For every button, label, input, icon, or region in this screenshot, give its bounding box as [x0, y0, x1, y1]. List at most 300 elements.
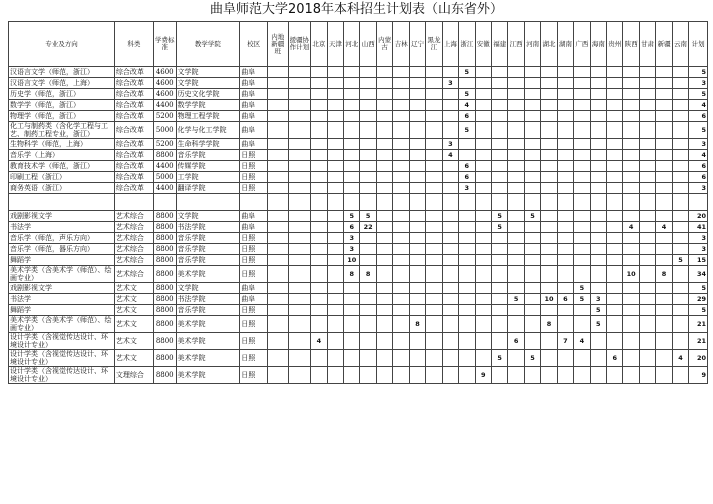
province-quota-cell	[360, 305, 376, 316]
province-quota-cell	[475, 222, 491, 233]
province-quota-cell	[393, 350, 409, 367]
province-quota-cell	[590, 100, 606, 111]
province-quota-cell	[623, 111, 639, 122]
province-quota-cell	[360, 233, 376, 244]
province-quota-cell	[623, 89, 639, 100]
province-quota-cell	[288, 305, 311, 316]
column-header: 科类	[114, 22, 153, 67]
province-quota-cell	[557, 283, 573, 294]
province-quota-cell	[327, 294, 343, 305]
province-quota-cell: 5	[524, 211, 540, 222]
province-quota-cell	[288, 122, 311, 139]
college-cell: 翻译学院	[176, 183, 240, 194]
table-row	[9, 172, 708, 183]
province-quota-cell	[393, 305, 409, 316]
province-quota-cell: 5	[672, 255, 688, 266]
province-quota-cell	[459, 350, 475, 367]
tuition-cell: 8800	[153, 305, 176, 316]
province-quota-cell	[288, 78, 311, 89]
province-quota-cell	[639, 305, 655, 316]
province-quota-cell	[508, 233, 524, 244]
province-quota-cell	[442, 316, 458, 333]
table-row	[9, 67, 708, 78]
province-quota-cell	[475, 150, 491, 161]
campus-cell: 日照	[240, 266, 268, 283]
major-cell: 音乐学（师范，声乐方向）	[9, 233, 115, 244]
plan-total-cell: 5	[689, 122, 708, 139]
province-quota-cell	[557, 172, 573, 183]
province-quota-cell	[475, 266, 491, 283]
province-quota-cell	[475, 233, 491, 244]
tuition-cell: 8800	[153, 367, 176, 384]
province-quota-cell	[639, 211, 655, 222]
province-quota-cell	[524, 305, 540, 316]
province-quota-cell	[623, 233, 639, 244]
province-quota-cell	[360, 367, 376, 384]
province-quota-cell	[524, 67, 540, 78]
enrollment-plan-table	[8, 21, 708, 384]
major-cell: 设计学类（含视觉传达设计、环境设计专业）	[9, 350, 115, 367]
province-quota-cell	[376, 67, 392, 78]
province-quota-cell	[393, 367, 409, 384]
province-quota-cell	[393, 222, 409, 233]
empty-cell	[240, 194, 268, 211]
plan-total-cell: 34	[689, 266, 708, 283]
page-title: 曲阜师范大学2018年本科招生计划表（山东省外）	[209, 2, 504, 17]
province-quota-cell	[508, 316, 524, 333]
province-quota-cell	[639, 183, 655, 194]
plan-total-cell: 29	[689, 294, 708, 305]
table-row	[9, 367, 708, 384]
province-quota-cell	[557, 139, 573, 150]
province-quota-cell	[574, 161, 590, 172]
province-quota-cell	[376, 222, 392, 233]
province-quota-cell	[639, 244, 655, 255]
province-quota-cell: 6	[459, 172, 475, 183]
province-quota-cell	[327, 266, 343, 283]
province-quota-cell	[393, 172, 409, 183]
province-quota-cell: 4	[311, 333, 327, 350]
tuition-cell: 8800	[153, 244, 176, 255]
province-quota-cell	[672, 333, 688, 350]
province-quota-cell	[524, 161, 540, 172]
province-quota-cell	[607, 172, 623, 183]
province-quota-cell: 3	[344, 244, 360, 255]
column-header: 河北	[344, 22, 360, 67]
province-quota-cell	[574, 111, 590, 122]
province-quota-cell	[376, 150, 392, 161]
province-quota-cell	[574, 266, 590, 283]
plan-total-cell: 41	[689, 222, 708, 233]
province-quota-cell	[590, 183, 606, 194]
province-quota-cell	[426, 211, 442, 222]
province-quota-cell	[344, 333, 360, 350]
province-quota-cell	[409, 139, 425, 150]
province-quota-cell	[327, 233, 343, 244]
province-quota-cell	[327, 150, 343, 161]
province-quota-cell	[311, 78, 327, 89]
province-quota-cell	[607, 211, 623, 222]
column-header: 新疆	[656, 22, 672, 67]
province-quota-cell	[442, 122, 458, 139]
province-quota-cell	[288, 183, 311, 194]
province-quota-cell	[376, 316, 392, 333]
major-cell: 音乐学（上海）	[9, 150, 115, 161]
province-quota-cell	[590, 150, 606, 161]
province-quota-cell	[557, 89, 573, 100]
column-header: 天津	[327, 22, 343, 67]
province-quota-cell	[327, 222, 343, 233]
province-quota-cell	[656, 255, 672, 266]
college-cell: 数学学院	[176, 100, 240, 111]
province-quota-cell: 4	[442, 150, 458, 161]
province-quota-cell	[475, 161, 491, 172]
province-quota-cell	[672, 305, 688, 316]
category-cell: 艺术综合	[114, 255, 153, 266]
province-quota-cell	[311, 222, 327, 233]
table-row	[9, 294, 708, 305]
campus-cell: 日照	[240, 172, 268, 183]
province-quota-cell: 5	[459, 122, 475, 139]
province-quota-cell	[524, 172, 540, 183]
province-quota-cell	[574, 89, 590, 100]
province-quota-cell	[268, 255, 289, 266]
tuition-cell: 8800	[153, 211, 176, 222]
college-cell: 音乐学院	[176, 150, 240, 161]
province-quota-cell	[590, 78, 606, 89]
province-quota-cell	[393, 255, 409, 266]
province-quota-cell	[426, 89, 442, 100]
province-quota-cell	[639, 367, 655, 384]
province-quota-cell	[491, 67, 507, 78]
province-quota-cell	[557, 233, 573, 244]
major-cell: 汉语言文学（师范，上海）	[9, 78, 115, 89]
column-header: 吉林	[393, 22, 409, 67]
tuition-cell: 5200	[153, 139, 176, 150]
province-quota-cell	[508, 161, 524, 172]
province-quota-cell: 5	[524, 350, 540, 367]
province-quota-cell	[409, 100, 425, 111]
province-quota-cell	[541, 367, 557, 384]
province-quota-cell	[442, 172, 458, 183]
province-quota-cell	[393, 150, 409, 161]
province-quota-cell	[268, 122, 289, 139]
empty-cell	[508, 194, 524, 211]
college-cell: 音乐学院	[176, 305, 240, 316]
province-quota-cell	[639, 100, 655, 111]
province-quota-cell	[344, 89, 360, 100]
province-quota-cell	[360, 89, 376, 100]
tuition-cell: 5200	[153, 111, 176, 122]
province-quota-cell	[672, 78, 688, 89]
province-quota-cell	[541, 333, 557, 350]
category-cell: 艺术文	[114, 294, 153, 305]
province-quota-cell	[656, 367, 672, 384]
province-quota-cell	[376, 172, 392, 183]
province-quota-cell	[409, 255, 425, 266]
college-cell: 文学院	[176, 211, 240, 222]
province-quota-cell: 3	[442, 139, 458, 150]
table-row	[9, 283, 708, 294]
province-quota-cell	[327, 211, 343, 222]
province-quota-cell	[524, 89, 540, 100]
province-quota-cell	[491, 150, 507, 161]
province-quota-cell	[426, 283, 442, 294]
province-quota-cell	[524, 122, 540, 139]
column-header: 海南	[590, 22, 606, 67]
province-quota-cell: 4	[459, 100, 475, 111]
province-quota-cell	[268, 211, 289, 222]
province-quota-cell	[288, 172, 311, 183]
province-quota-cell	[459, 266, 475, 283]
province-quota-cell	[426, 294, 442, 305]
province-quota-cell	[623, 367, 639, 384]
province-quota-cell: 5	[508, 294, 524, 305]
province-quota-cell	[442, 183, 458, 194]
province-quota-cell	[311, 305, 327, 316]
tuition-cell: 8800	[153, 350, 176, 367]
province-quota-cell	[376, 233, 392, 244]
province-quota-cell	[656, 294, 672, 305]
table-row	[9, 305, 708, 316]
province-quota-cell	[327, 139, 343, 150]
province-quota-cell	[672, 367, 688, 384]
province-quota-cell	[491, 266, 507, 283]
province-quota-cell	[491, 255, 507, 266]
province-quota-cell	[426, 78, 442, 89]
college-cell: 文学院	[176, 283, 240, 294]
province-quota-cell	[376, 183, 392, 194]
province-quota-cell	[393, 283, 409, 294]
major-cell: 书法学	[9, 294, 115, 305]
province-quota-cell	[344, 100, 360, 111]
province-quota-cell	[344, 183, 360, 194]
college-cell: 美术学院	[176, 367, 240, 384]
province-quota-cell	[656, 172, 672, 183]
major-cell: 戏剧影视文学	[9, 283, 115, 294]
province-quota-cell	[541, 150, 557, 161]
province-quota-cell: 7	[557, 333, 573, 350]
province-quota-cell	[311, 183, 327, 194]
province-quota-cell	[475, 67, 491, 78]
category-cell: 艺术文	[114, 316, 153, 333]
column-header: 内地新疆班	[268, 22, 289, 67]
column-header: 内蒙古	[376, 22, 392, 67]
province-quota-cell	[376, 89, 392, 100]
province-quota-cell	[327, 100, 343, 111]
province-quota-cell	[459, 316, 475, 333]
college-cell: 书法学院	[176, 294, 240, 305]
college-cell: 传媒学院	[176, 161, 240, 172]
column-header: 浙江	[459, 22, 475, 67]
empty-cell	[311, 194, 327, 211]
province-quota-cell	[393, 333, 409, 350]
province-quota-cell	[268, 183, 289, 194]
province-quota-cell	[288, 350, 311, 367]
province-quota-cell	[639, 67, 655, 78]
province-quota-cell	[409, 122, 425, 139]
province-quota-cell	[639, 283, 655, 294]
province-quota-cell	[426, 161, 442, 172]
province-quota-cell	[344, 350, 360, 367]
province-quota-cell	[491, 305, 507, 316]
province-quota-cell	[360, 100, 376, 111]
province-quota-cell	[475, 350, 491, 367]
province-quota-cell	[311, 111, 327, 122]
category-cell: 艺术文	[114, 333, 153, 350]
province-quota-cell	[288, 294, 311, 305]
empty-cell	[442, 194, 458, 211]
table-row	[9, 244, 708, 255]
category-cell: 综合改革	[114, 139, 153, 150]
category-cell: 艺术文	[114, 305, 153, 316]
category-cell: 艺术综合	[114, 233, 153, 244]
province-quota-cell	[376, 122, 392, 139]
column-header: 援疆协作计划	[288, 22, 311, 67]
province-quota-cell	[376, 294, 392, 305]
province-quota-cell	[557, 161, 573, 172]
province-quota-cell	[557, 111, 573, 122]
province-quota-cell	[426, 316, 442, 333]
province-quota-cell	[508, 150, 524, 161]
province-quota-cell	[508, 283, 524, 294]
province-quota-cell	[590, 283, 606, 294]
province-quota-cell	[491, 367, 507, 384]
tuition-cell: 4600	[153, 67, 176, 78]
category-cell: 艺术综合	[114, 211, 153, 222]
province-quota-cell	[459, 150, 475, 161]
province-quota-cell	[426, 266, 442, 283]
province-quota-cell	[311, 294, 327, 305]
province-quota-cell	[672, 89, 688, 100]
major-cell: 音乐学（师范，器乐方向）	[9, 244, 115, 255]
province-quota-cell	[268, 89, 289, 100]
major-cell: 戏剧影视文学	[9, 211, 115, 222]
category-cell: 综合改革	[114, 122, 153, 139]
province-quota-cell	[607, 316, 623, 333]
column-header: 江西	[508, 22, 524, 67]
college-cell: 书法学院	[176, 222, 240, 233]
province-quota-cell	[426, 333, 442, 350]
province-quota-cell	[672, 183, 688, 194]
province-quota-cell	[442, 305, 458, 316]
province-quota-cell	[639, 139, 655, 150]
province-quota-cell: 5	[574, 283, 590, 294]
province-quota-cell	[508, 255, 524, 266]
province-quota-cell	[288, 139, 311, 150]
province-quota-cell	[656, 111, 672, 122]
province-quota-cell	[623, 122, 639, 139]
college-cell: 美术学院	[176, 316, 240, 333]
province-quota-cell	[393, 122, 409, 139]
province-quota-cell	[344, 78, 360, 89]
province-quota-cell	[524, 233, 540, 244]
province-quota-cell	[268, 150, 289, 161]
tuition-cell: 8800	[153, 294, 176, 305]
province-quota-cell	[344, 172, 360, 183]
province-quota-cell	[360, 122, 376, 139]
category-cell: 艺术综合	[114, 266, 153, 283]
province-quota-cell	[623, 67, 639, 78]
table-row	[9, 150, 708, 161]
province-quota-cell	[607, 255, 623, 266]
province-quota-cell	[574, 100, 590, 111]
empty-cell	[376, 194, 392, 211]
province-quota-cell	[344, 139, 360, 150]
province-quota-cell	[268, 139, 289, 150]
province-quota-cell	[508, 222, 524, 233]
province-quota-cell	[344, 283, 360, 294]
province-quota-cell	[639, 255, 655, 266]
province-quota-cell	[327, 350, 343, 367]
province-quota-cell	[360, 172, 376, 183]
province-quota-cell	[311, 244, 327, 255]
tuition-cell: 4600	[153, 78, 176, 89]
province-quota-cell	[491, 89, 507, 100]
province-quota-cell	[639, 333, 655, 350]
province-quota-cell: 10	[623, 266, 639, 283]
province-quota-cell	[393, 100, 409, 111]
province-quota-cell: 6	[557, 294, 573, 305]
province-quota-cell	[459, 244, 475, 255]
plan-total-cell: 6	[689, 161, 708, 172]
province-quota-cell	[491, 111, 507, 122]
province-quota-cell	[656, 78, 672, 89]
province-quota-cell	[524, 150, 540, 161]
province-quota-cell	[475, 89, 491, 100]
province-quota-cell	[590, 161, 606, 172]
province-quota-cell	[288, 283, 311, 294]
province-quota-cell	[393, 244, 409, 255]
province-quota-cell	[590, 266, 606, 283]
province-quota-cell	[426, 183, 442, 194]
province-quota-cell	[288, 333, 311, 350]
province-quota-cell	[475, 283, 491, 294]
empty-cell	[176, 194, 240, 211]
province-quota-cell	[639, 316, 655, 333]
province-quota-cell	[590, 172, 606, 183]
province-quota-cell	[442, 67, 458, 78]
province-quota-cell	[268, 266, 289, 283]
province-quota-cell	[656, 305, 672, 316]
province-quota-cell	[508, 244, 524, 255]
province-quota-cell	[574, 172, 590, 183]
province-quota-cell: 5	[491, 211, 507, 222]
province-quota-cell	[557, 122, 573, 139]
province-quota-cell	[639, 294, 655, 305]
college-cell: 文学院	[176, 67, 240, 78]
province-quota-cell	[541, 244, 557, 255]
empty-cell	[409, 194, 425, 211]
major-cell: 物理学（师范，浙江）	[9, 111, 115, 122]
province-quota-cell	[672, 100, 688, 111]
province-quota-cell	[459, 283, 475, 294]
province-quota-cell	[590, 89, 606, 100]
province-quota-cell	[268, 244, 289, 255]
province-quota-cell	[442, 333, 458, 350]
province-quota-cell	[426, 233, 442, 244]
province-quota-cell	[393, 78, 409, 89]
province-quota-cell	[639, 350, 655, 367]
province-quota-cell	[590, 367, 606, 384]
province-quota-cell	[491, 244, 507, 255]
column-header: 校区	[240, 22, 268, 67]
column-header: 云南	[672, 22, 688, 67]
province-quota-cell	[360, 78, 376, 89]
province-quota-cell	[288, 150, 311, 161]
province-quota-cell	[311, 316, 327, 333]
tuition-cell: 8800	[153, 150, 176, 161]
